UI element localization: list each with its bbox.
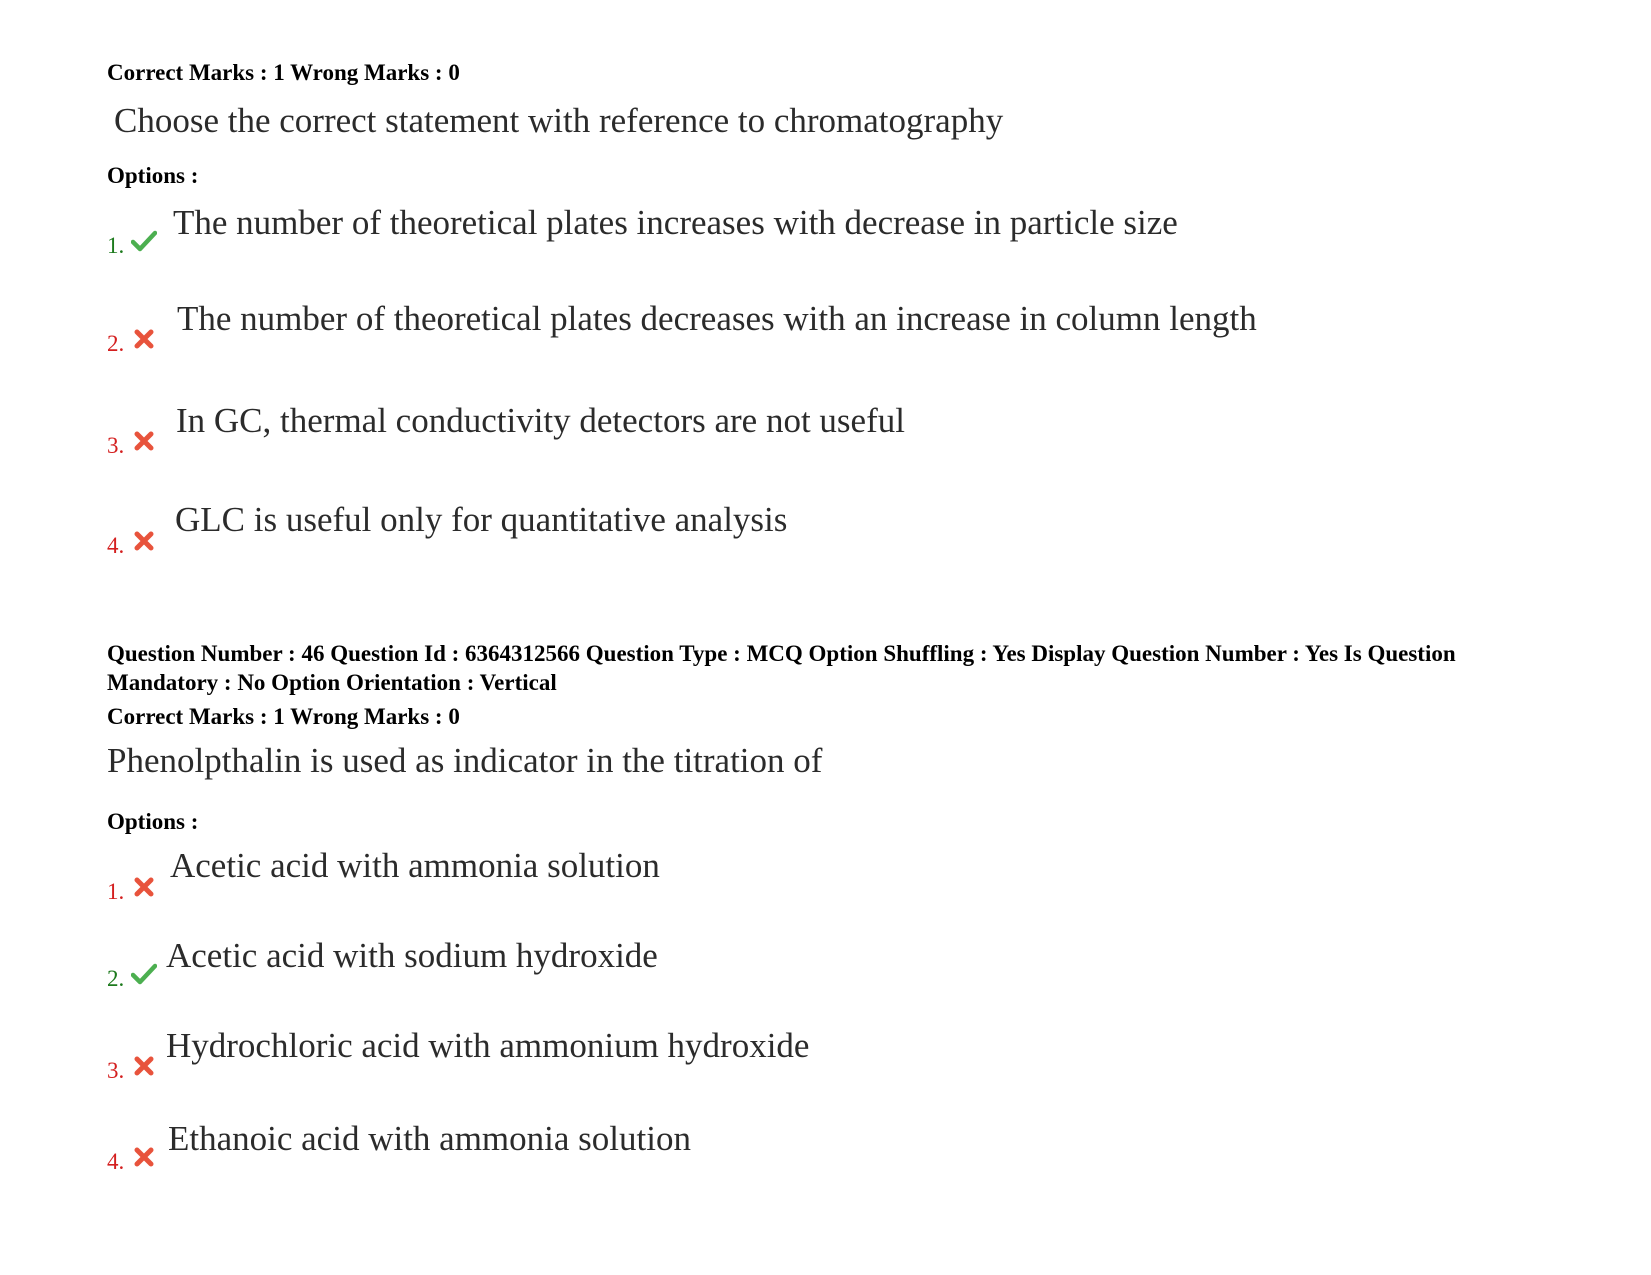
question-text: Choose the correct statement with reference to chromatography (114, 101, 1004, 140)
options-label: Options : (107, 163, 199, 188)
option-number: 4. (107, 533, 125, 558)
option-text: Acetic acid with ammonia solution (170, 846, 660, 885)
option-text: Hydrochloric acid with ammonium hydroxide (166, 1026, 810, 1065)
question-info: Question Number : 46 Question Id : 6364312566 Question Type : MCQ Option Shuffling : Yes Display Question Number : Yes Is Question Mandatory : No Option Orientation : Vertical (107, 641, 1456, 695)
options-label: Options : (107, 809, 199, 834)
option-text: Acetic acid with sodium hydroxide (166, 936, 658, 975)
cross-icon (131, 529, 157, 553)
option-text: Ethanoic acid with ammonia solution (168, 1119, 691, 1158)
marks-info: Correct Marks : 1 Wrong Marks : 0 (107, 60, 460, 85)
option-number: 4. (107, 1149, 125, 1174)
option-text: GLC is useful only for quantitative analysis (175, 500, 788, 539)
check-icon (131, 962, 157, 986)
option-number: 1. (107, 879, 125, 904)
option-text: The number of theoretical plates decreases with an increase in column length (177, 299, 1257, 338)
cross-icon (131, 429, 157, 453)
option-number: 1. (107, 233, 125, 258)
cross-icon (131, 327, 157, 351)
option-number: 3. (107, 1058, 125, 1083)
question-text: Phenolpthalin is used as indicator in the titration of (107, 741, 823, 780)
option-number: 2. (107, 966, 125, 991)
check-icon (131, 229, 157, 253)
option-number: 2. (107, 331, 125, 356)
option-text: In GC, thermal conductivity detectors are not useful (176, 401, 905, 440)
cross-icon (131, 1145, 157, 1169)
cross-icon (131, 1054, 157, 1078)
marks-info: Correct Marks : 1 Wrong Marks : 0 (107, 704, 460, 729)
option-number: 3. (107, 433, 125, 458)
option-text: The number of theoretical plates increases with decrease in particle size (173, 203, 1178, 242)
cross-icon (131, 875, 157, 899)
